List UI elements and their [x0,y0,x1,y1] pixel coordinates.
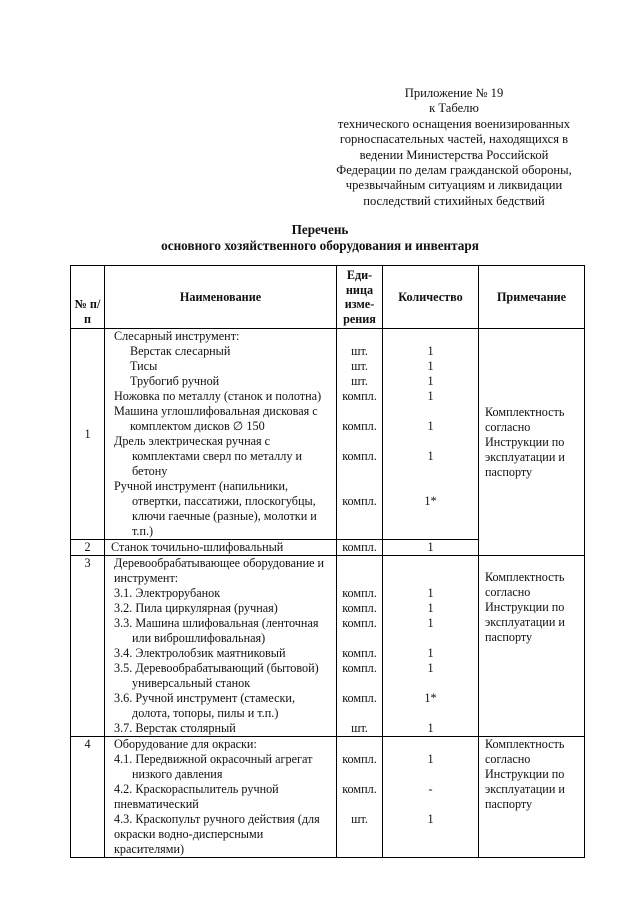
table-row [71,556,585,737]
appendix-line: Приложение № 19 [404,86,504,100]
title-line-1: Перечень [291,222,349,237]
item-qty: 1 [427,419,434,433]
header-unit: Еди- ница изме- рения [337,266,383,329]
item-qty: - [428,782,433,796]
item-qty: 1* [424,691,437,705]
item-name: 4.3. Краскопульт ручного действия (для окраски водно-дисперсными красителями) [114,812,320,856]
table-header-row [71,266,585,329]
item-qty: 1 [427,389,434,403]
item-name: Дрель электрическая ручная с комплектами сверл по металлу и бетону [114,434,302,478]
item-unit: компл. [342,586,377,600]
item-name: Ножовка по металлу (станок и полотна) [114,389,322,403]
row-note: Комплектность согласно Инструкции по эксплуатации и паспорту [479,737,585,858]
item-name: 3.1. Электрорубанок [114,586,221,600]
item-unit: компл. [342,389,377,403]
row-qty [383,737,479,858]
row-unit: компл. [337,540,383,556]
item-name: 4.1. Передвижной окрасочный агрегат низкого давления [114,752,313,781]
item-qty: 1 [427,601,434,615]
row-unit [337,556,383,737]
item-name: Трубогиб ручной [130,374,220,388]
item-name: 3.6. Ручной инструмент (стамески, долота, топоры, пилы и т.п.) [114,691,296,720]
item-unit: компл. [342,616,377,630]
item-qty: 1 [427,586,434,600]
item-qty: 1 [427,616,434,630]
item-unit: шт. [351,812,368,826]
table-row [71,329,585,540]
document-title [0,222,640,254]
item-unit: компл. [342,419,377,433]
item-name: Ручной инструмент (напильники, отвертки, пассатижи, плоскогубцы, ключи гаечные (разные), молотки и т.п.) [114,479,317,538]
item-qty: 1 [427,646,434,660]
group-heading: Оборудование для окраски: [114,737,257,751]
item-name: 3.7. Верстак столярный [114,721,236,735]
item-name: 4.2. Краскораспылитель ручной пневматический [114,782,279,811]
title-line-2: основного хозяйственного оборудования и инвентаря [161,238,479,253]
row-num: 1 [71,329,105,540]
header-qty: Количество [383,266,479,329]
item-unit: шт. [351,359,368,373]
table-row [71,737,585,858]
appendix-line: к Табелю [429,101,479,116]
row-unit [337,329,383,540]
row-qty: 1 [383,540,479,556]
item-qty: 1 [427,721,434,735]
header-num: № п/п [71,266,105,329]
row-num: 3 [71,556,105,737]
appendix-line: горноспасательных частей, находящихся в [339,132,569,147]
item-qty: 1 [427,752,434,766]
item-unit: компл. [342,494,377,508]
item-unit: компл. [342,691,377,705]
row-num: 4 [71,737,105,858]
item-qty: 1 [427,374,434,388]
item-qty: 1 [427,344,434,358]
header-name: Наименование [105,266,337,329]
item-unit: шт. [351,374,368,388]
item-qty: 1* [424,494,437,508]
item-unit: компл. [342,782,377,796]
row-name [105,737,337,858]
group-heading: Слесарный инструмент: [114,329,240,343]
item-qty: 1 [427,661,434,675]
appendix-line: чрезвычайным ситуациям и ликвидации [345,178,563,193]
item-name: Машина углошлифовальная дисковая с комплектом дисков ∅ 150 [114,404,318,433]
item-name: Верстак слесарный [130,344,231,358]
item-unit: шт. [351,344,368,358]
item-unit: компл. [342,661,377,675]
row-name: Станок точильно-шлифовальный [105,540,337,556]
item-unit: компл. [342,752,377,766]
group-heading: Деревообрабатывающее оборудование и инструмент: [114,556,325,585]
item-unit: компл. [342,601,377,615]
row-name [105,556,337,737]
equipment-table [70,265,585,858]
row-note: Комплектность согласно Инструкции по эксплуатации и паспорту [479,329,585,556]
row-unit [337,737,383,858]
item-name: Тисы [130,359,158,373]
item-qty: 1 [427,812,434,826]
item-name: 3.3. Машина шлифовальная (ленточная или виброшлифовальная) [114,616,319,645]
appendix-line: последствий стихийных бедствий [363,193,545,208]
header-note: Примечание [479,266,585,329]
item-unit: компл. [342,646,377,660]
item-qty: 1 [427,449,434,463]
item-unit: компл. [342,449,377,463]
row-qty [383,556,479,737]
row-qty [383,329,479,540]
row-name [105,329,337,540]
item-qty: 1 [427,359,434,373]
row-note: Комплектность согласно Инструкции по эксплуатации и паспорту [479,556,585,737]
row-num: 2 [71,540,105,556]
item-unit: шт. [351,721,368,735]
appendix-line: Федерации по делам гражданской обороны, [336,163,572,178]
item-name: 3.2. Пила циркулярная (ручная) [114,601,278,615]
appendix-line: технического оснащения военизированных [337,116,571,131]
item-name: 3.4. Электролобзик маятниковый [114,646,286,660]
appendix-header [320,86,588,209]
appendix-line: ведении Министерства Российской [359,147,549,162]
item-name: 3.5. Деревообрабатывающий (бытовой) универсальный станок [114,661,319,690]
